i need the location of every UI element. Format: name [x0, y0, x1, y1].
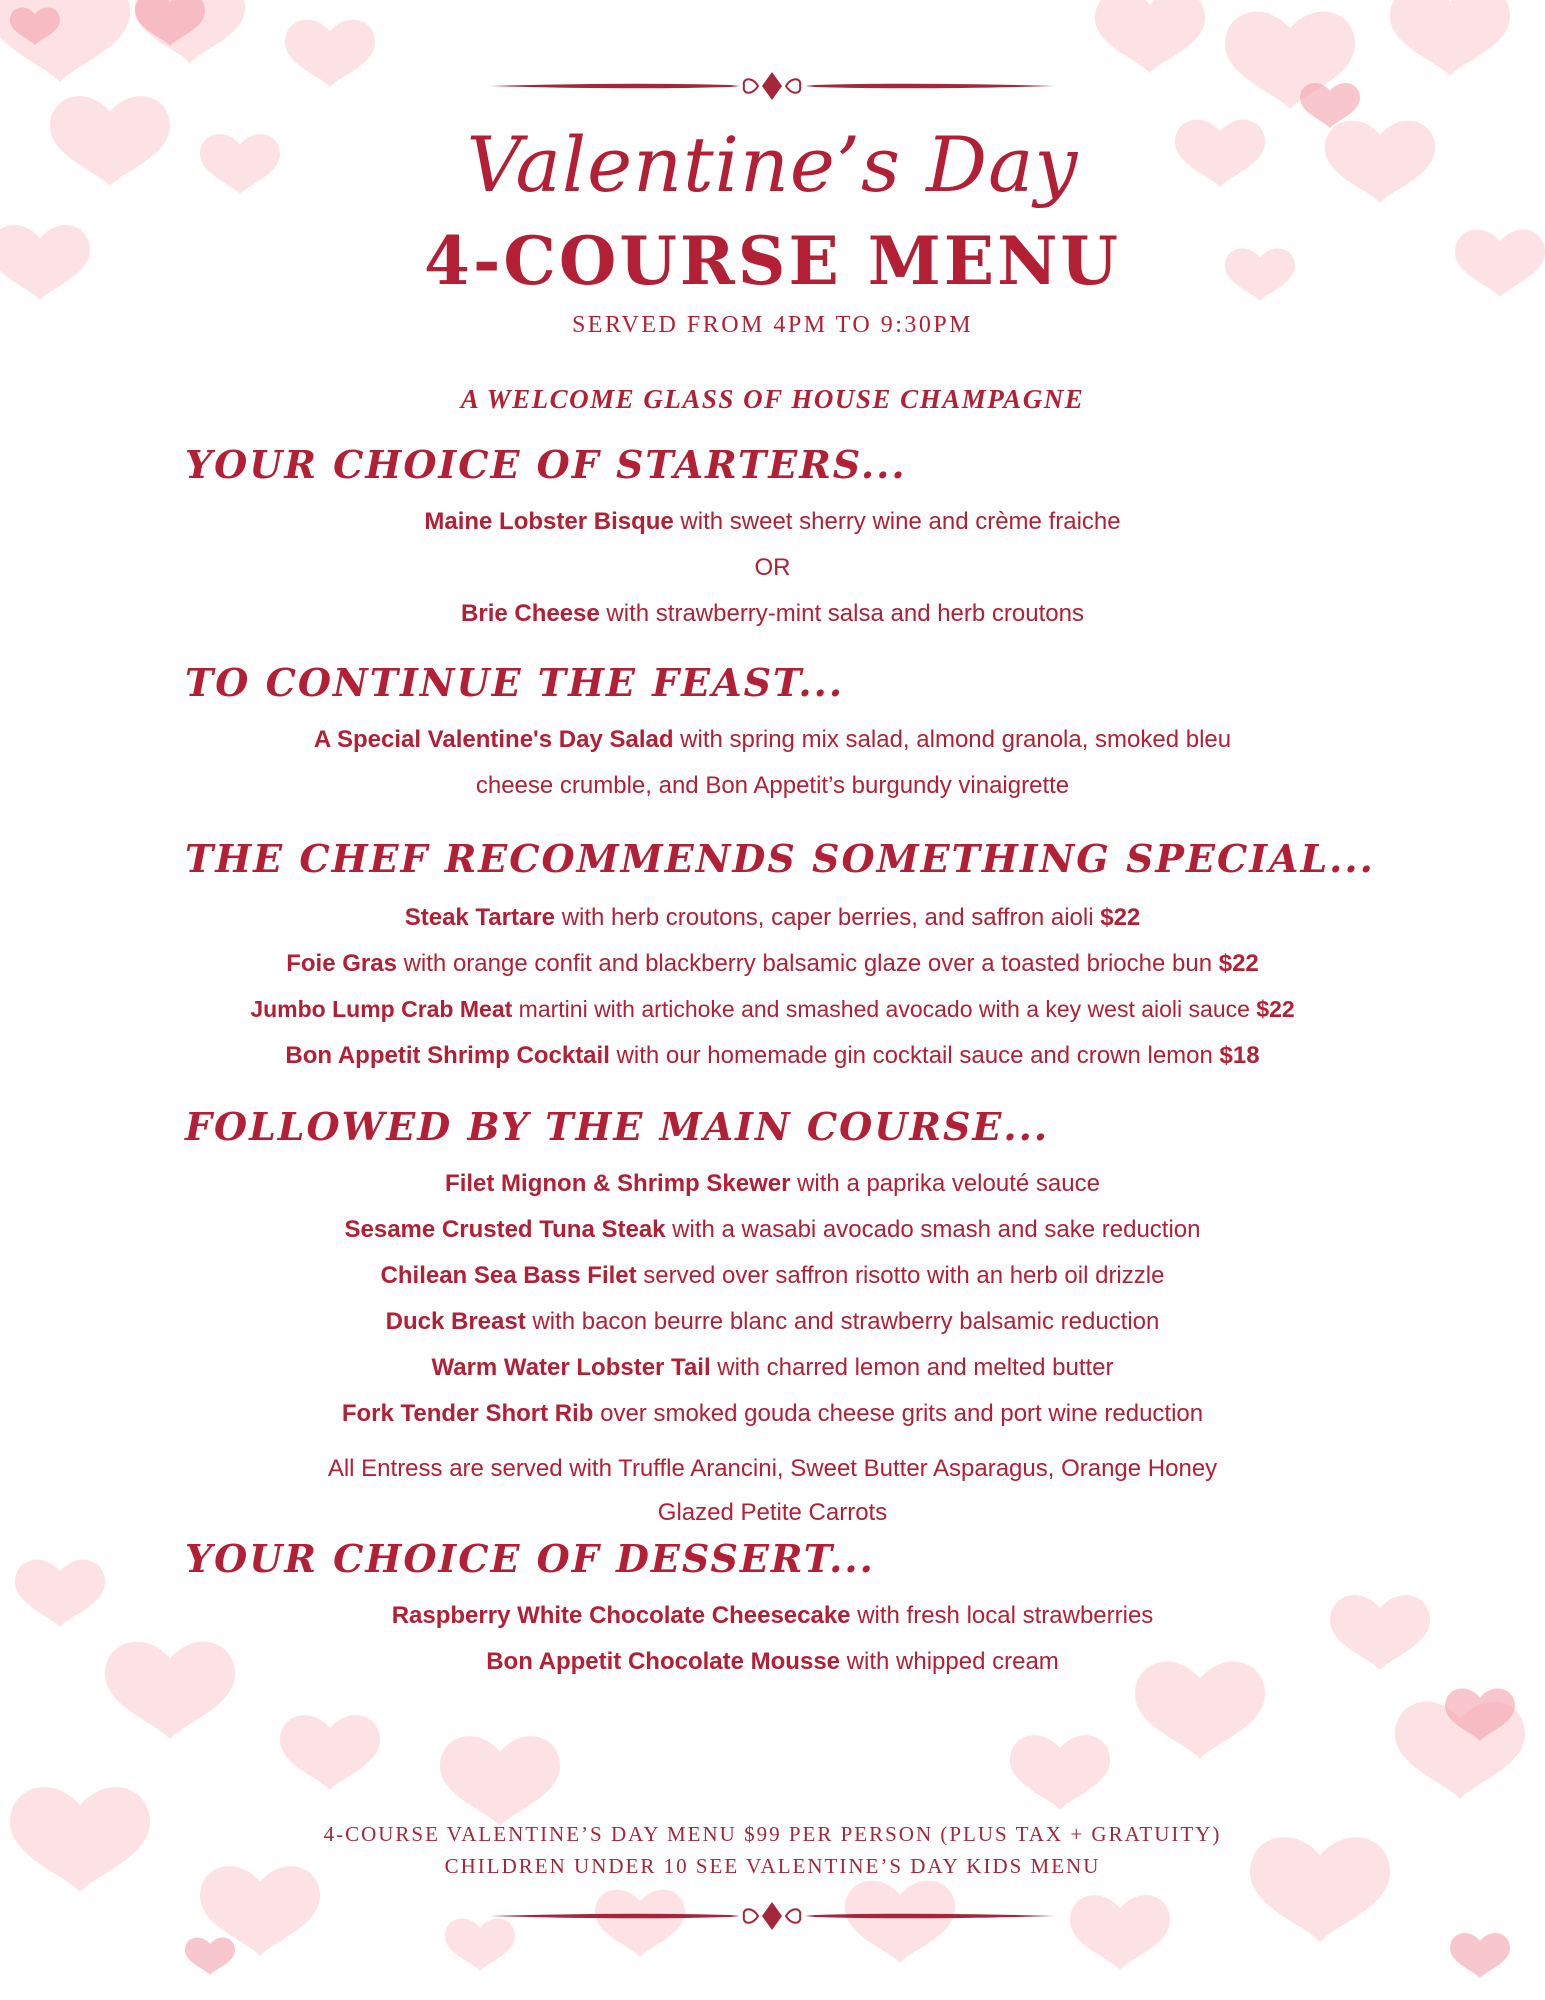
menu-item-name: Filet Mignon & Shrimp Skewer [445, 1170, 791, 1197]
menu-item [0, 904, 1545, 932]
menu-item [0, 1042, 1545, 1070]
menu-item [0, 1400, 1545, 1428]
menu-item-desc: cheese crumble, and Bon Appetit’s burgundy vinaigrette [475, 772, 1070, 799]
menu-item-desc: with sweet sherry wine and crème fraiche [673, 508, 1121, 535]
or-separator: OR [754, 554, 791, 581]
menu-item-name: Duck Breast [385, 1308, 526, 1335]
footer-price-line: 4-COURSE VALENTINE’S DAY MENU $99 PER PERSON (PLUS TAX + GRATUITY) [323, 1822, 1222, 1846]
menu-item-name: Raspberry White Chocolate Cheesecake [391, 1602, 851, 1629]
menu-item-price: $22 [1218, 950, 1259, 977]
ornament-divider-icon [490, 1898, 1055, 1934]
menu-item [0, 1262, 1545, 1290]
menu-item-price: $22 [1100, 904, 1141, 931]
menu-item-name: Jumbo Lump Crab Meat [250, 996, 513, 1022]
menu-item-desc: with spring mix salad, almond granola, smoked bleu [673, 726, 1232, 753]
served-hours: SERVED FROM 4PM TO 9:30PM [571, 312, 974, 338]
menu-item-desc: with bacon beurre blanc and strawberry balsamic reduction [525, 1308, 1160, 1335]
menu-item [0, 1354, 1545, 1382]
section-heading-starters: YOUR CHOICE OF STARTERS... [185, 442, 907, 487]
page-title: 4-COURSE MENU [424, 222, 1121, 300]
menu-item-desc: martini with artichoke and smashed avocado with a key west aioli sauce [512, 996, 1257, 1022]
menu-item-name: A Special Valentine's Day Salad [313, 726, 674, 753]
menu-item-desc: with whipped cream [840, 1648, 1059, 1675]
menu-item-desc: with orange confit and blackberry balsamic glaze over a toasted brioche bun [396, 950, 1219, 977]
menu-item [0, 1216, 1545, 1244]
menu-item-continued [0, 772, 1545, 800]
section-heading-dessert: YOUR CHOICE OF DESSERT... [185, 1536, 875, 1581]
menu-item [0, 1170, 1545, 1198]
menu-item-desc: with strawberry-mint salsa and herb croutons [599, 600, 1084, 627]
menu-item-desc: with herb croutons, caper berries, and saffron aioli [555, 904, 1101, 931]
menu-item-name: Warm Water Lobster Tail [431, 1354, 711, 1381]
welcome-line: A WELCOME GLASS OF HOUSE CHAMPAGNE [460, 384, 1085, 414]
footer-kids-line: CHILDREN UNDER 10 SEE VALENTINE’S DAY KIDS MENU [444, 1854, 1101, 1878]
menu-item [0, 950, 1545, 978]
ornament-divider-icon [490, 68, 1055, 104]
menu-item-name: Bon Appetit Shrimp Cocktail [285, 1042, 610, 1069]
page-script-title: Valentine’s Day [466, 120, 1079, 209]
menu-item [0, 1602, 1545, 1630]
menu-item-name: Sesame Crusted Tuna Steak [344, 1216, 666, 1243]
menu-item-desc: with charred lemon and melted butter [710, 1354, 1114, 1381]
menu-item-name: Chilean Sea Bass Filet [380, 1262, 637, 1289]
section-heading-main: FOLLOWED BY THE MAIN COURSE... [185, 1104, 1050, 1149]
menu-item-desc: with fresh local strawberries [850, 1602, 1154, 1629]
menu-item [0, 1648, 1545, 1676]
menu-item-name: Bon Appetit Chocolate Mousse [486, 1648, 841, 1675]
menu-item-or [0, 554, 1545, 582]
menu-item-desc: with our homemade gin cocktail sauce and crown lemon [609, 1042, 1220, 1069]
menu-item-desc: with a wasabi avocado smash and sake reduction [665, 1216, 1201, 1243]
menu-item [0, 600, 1545, 628]
menu-item [0, 996, 1545, 1023]
menu-item-desc: with a paprika velouté sauce [790, 1170, 1100, 1197]
section-heading-feast: TO CONTINUE THE FEAST... [185, 660, 845, 705]
menu-item-price: $22 [1256, 996, 1295, 1022]
menu-item-name: Fork Tender Short Rib [341, 1400, 594, 1427]
section-heading-chef: THE CHEF RECOMMENDS SOMETHING SPECIAL... [185, 836, 1375, 881]
menu-item [0, 1308, 1545, 1336]
menu-item [0, 726, 1545, 754]
menu-item-name: Steak Tartare [404, 904, 556, 931]
menu-item-desc: served over saffron risotto with an herb oil drizzle [636, 1262, 1165, 1289]
entree-sides-note-line1: All Entress are served with Truffle Arancini, Sweet Butter Asparagus, Orange Honey [327, 1455, 1218, 1482]
menu-item [0, 508, 1545, 536]
menu-item-price: $18 [1219, 1042, 1260, 1069]
menu-item-name: Foie Gras [286, 950, 397, 977]
menu-item-name: Brie Cheese [461, 600, 600, 627]
menu-item-desc: over smoked gouda cheese grits and port wine reduction [593, 1400, 1204, 1427]
menu-item-name: Maine Lobster Bisque [424, 508, 674, 535]
entree-sides-note-line2: Glazed Petite Carrots [657, 1499, 888, 1526]
